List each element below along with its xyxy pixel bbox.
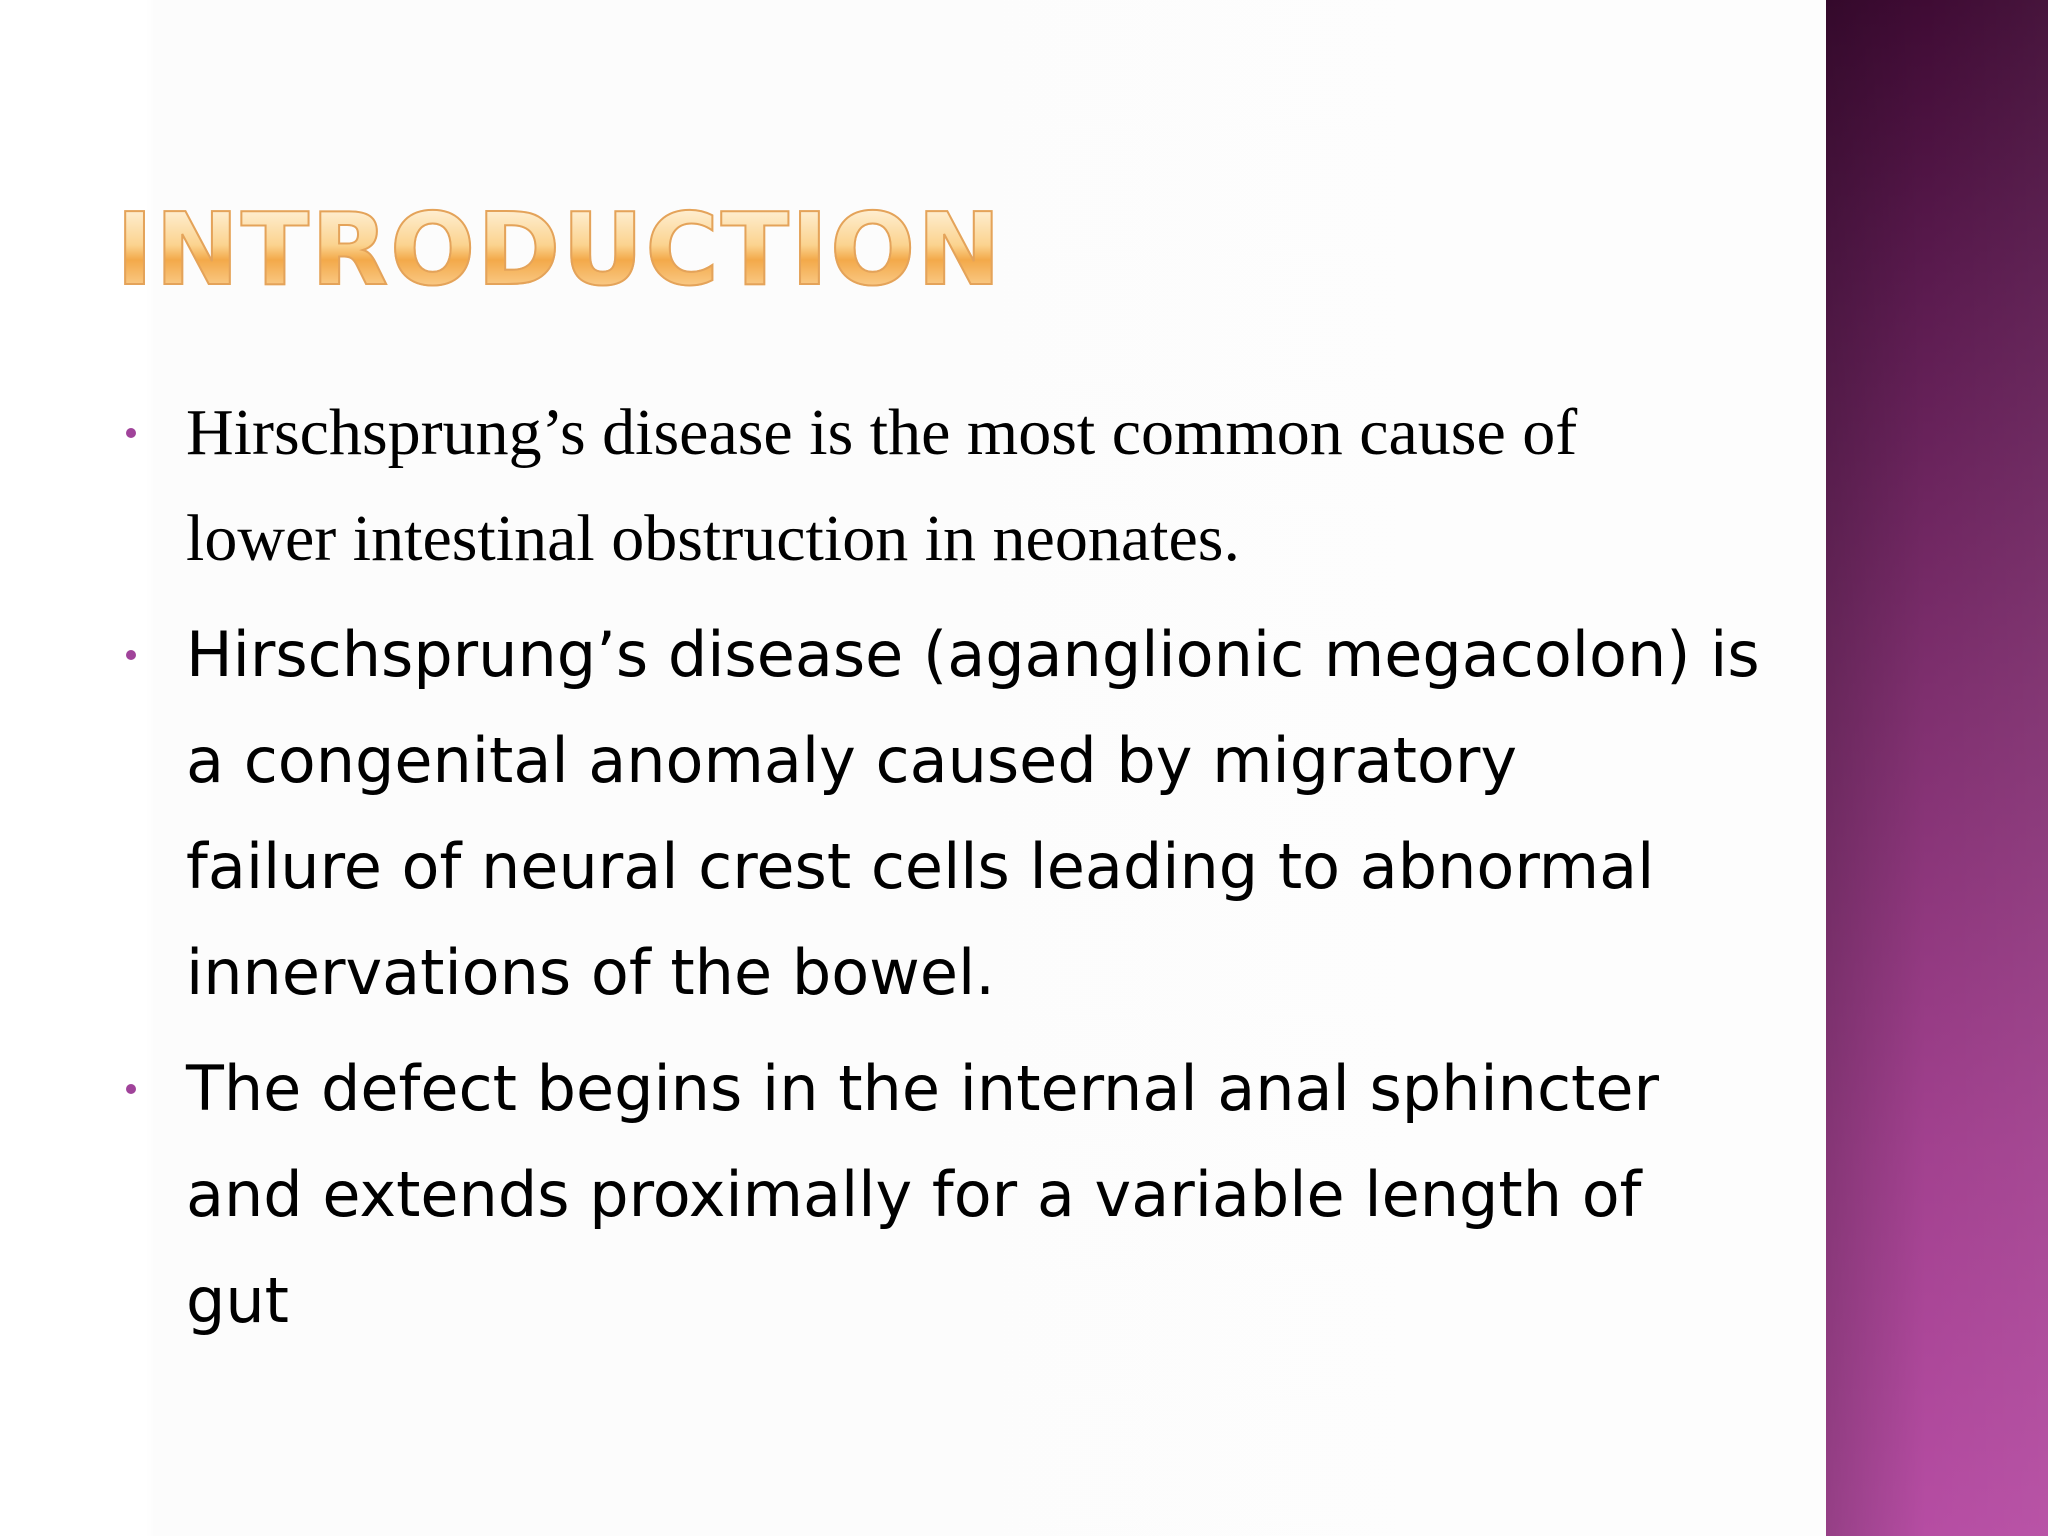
bullet-item <box>120 1036 1720 1354</box>
bullet-marker-icon <box>126 1084 136 1094</box>
bullet-line: Hirschsprung’s disease is the most common cause of <box>186 396 1578 469</box>
bullet-line: The defect begins in the internal anal sphincter <box>186 1052 1659 1125</box>
bullet-line: lower intestinal obstruction in neonates. <box>186 502 1240 575</box>
bullet-line: gut <box>186 1264 289 1337</box>
bullet-marker-icon <box>126 428 136 438</box>
decorative-side-bar <box>1826 0 2048 1536</box>
bullet-item <box>120 380 1720 592</box>
bullet-list <box>120 380 1760 1364</box>
bullet-line: failure of neural crest cells leading to abnormal <box>186 830 1655 903</box>
bullet-line: a congenital anomaly caused by migratory <box>186 724 1518 797</box>
slide-title: INTRODUCTION <box>116 191 1003 308</box>
bullet-line: Hirschsprung’s disease (aganglionic megacolon) is <box>186 618 1760 691</box>
bullet-marker-icon <box>126 650 136 660</box>
bullet-item <box>120 602 1760 1026</box>
bullet-line: and extends proximally for a variable length of <box>186 1158 1642 1231</box>
bullet-line: innervations of the bowel. <box>186 936 995 1009</box>
